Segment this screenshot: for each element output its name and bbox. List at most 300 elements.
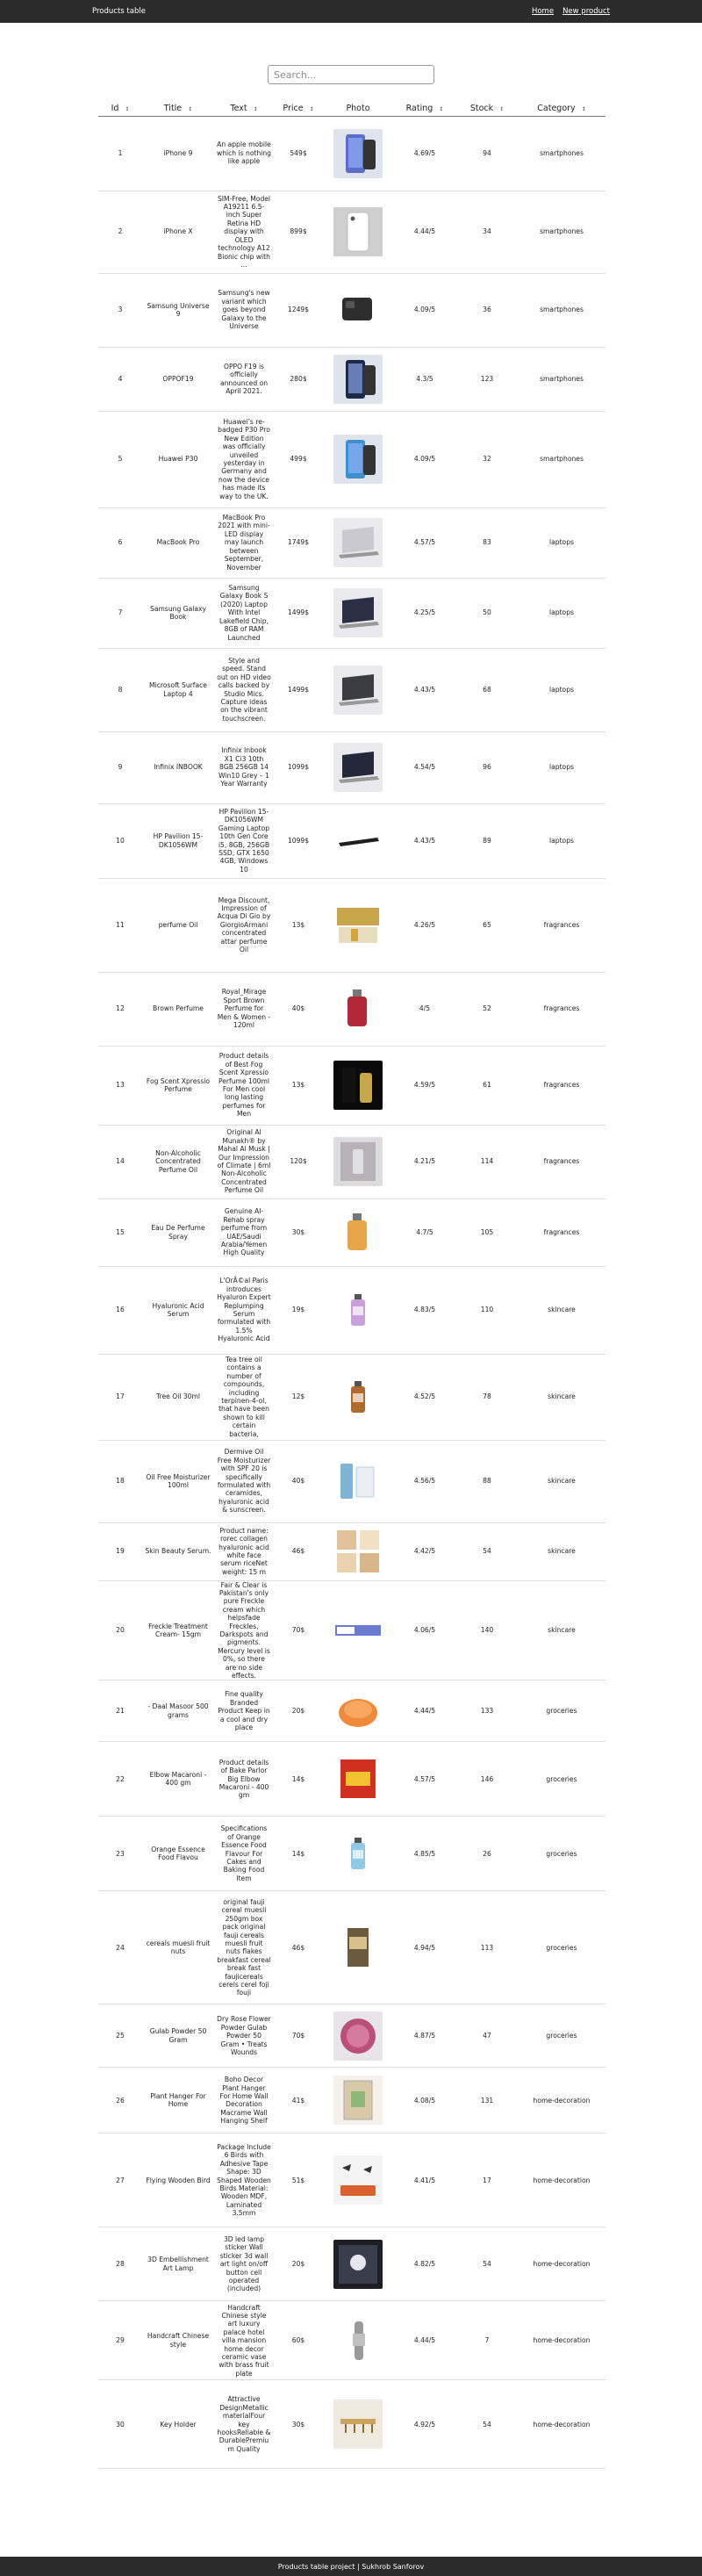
column-header-text[interactable]	[214, 102, 274, 116]
cell-category: home-decoration	[518, 2227, 605, 2301]
table-row[interactable]	[98, 2004, 605, 2068]
table-header-row	[98, 102, 605, 116]
cell-price: 60$	[274, 2301, 323, 2380]
cell-id: 8	[98, 648, 142, 731]
product-photo	[333, 2240, 383, 2289]
product-photo	[333, 2011, 383, 2061]
cell-price: 549$	[274, 116, 323, 191]
product-photo	[333, 1285, 383, 1335]
search-input[interactable]	[268, 65, 434, 84]
cell-id: 21	[98, 1680, 142, 1742]
column-header-label: Stock	[469, 104, 494, 114]
column-header-label: Price	[283, 104, 304, 114]
cell-price: 12$	[274, 1354, 323, 1440]
cell-price: 30$	[274, 1198, 323, 1266]
cell-stock: 133	[456, 1680, 518, 1742]
cell-rating: 4.57/5	[393, 507, 456, 578]
cell-category: skincare	[518, 1522, 605, 1580]
cell-price: 499$	[274, 411, 323, 507]
cell-text: Product details of Best Fog Scent Xpressio Perfume 100ml For Men cool long lasting perfumes for Men	[214, 1046, 274, 1125]
table-row[interactable]	[98, 1742, 605, 1817]
product-photo-cell	[323, 116, 393, 191]
cell-text: MacBook Pro 2021 with mini-LED display may launch between September, November	[214, 507, 274, 578]
product-photo	[333, 1527, 383, 1576]
nav-new-product-link[interactable]: New product	[562, 7, 610, 16]
product-photo-cell	[323, 1680, 393, 1742]
cell-rating: 4.69/5	[393, 116, 456, 191]
cell-title: Infinix INBOOK	[142, 731, 214, 803]
table-row[interactable]	[98, 1046, 605, 1125]
search-container	[0, 65, 702, 84]
table-body	[98, 116, 605, 2469]
cell-title: Samsung Galaxy Book	[142, 578, 214, 648]
product-photo	[333, 2400, 383, 2449]
table-row[interactable]	[98, 116, 605, 191]
cell-price: 46$	[274, 1522, 323, 1580]
column-header-rating[interactable]	[393, 102, 456, 116]
column-header-id[interactable]	[98, 102, 142, 116]
cell-rating: 4.52/5	[393, 1354, 456, 1440]
cell-category: skincare	[518, 1580, 605, 1680]
cell-category: laptops	[518, 731, 605, 803]
cell-id: 11	[98, 878, 142, 972]
cell-category: laptops	[518, 507, 605, 578]
cell-id: 4	[98, 347, 142, 411]
cell-price: 1749$	[274, 507, 323, 578]
cell-text: Fine quality Branded Product Keep in a cool and dry place	[214, 1680, 274, 1742]
column-header-label: Title	[163, 104, 183, 114]
cell-id: 26	[98, 2068, 142, 2133]
product-photo-cell	[323, 648, 393, 731]
cell-category: fragrances	[518, 878, 605, 972]
product-photo	[333, 1754, 383, 1803]
cell-id: 12	[98, 972, 142, 1046]
cell-price: 14$	[274, 1742, 323, 1817]
product-photo-cell	[323, 507, 393, 578]
cell-rating: 4.44/5	[393, 191, 456, 273]
cell-stock: 88	[456, 1440, 518, 1522]
cell-rating: 4.87/5	[393, 2004, 456, 2068]
cell-price: 70$	[274, 2004, 323, 2068]
cell-rating: 4.43/5	[393, 803, 456, 878]
cell-text: Samsung's new variant which goes beyond Galaxy to the Universe	[214, 273, 274, 347]
cell-category: skincare	[518, 1266, 605, 1354]
cell-price: 1099$	[274, 731, 323, 803]
cell-price: 20$	[274, 1680, 323, 1742]
cell-text: Handcraft Chinese style art luxury palace hotel villa mansion home decor ceramic vase with brass fruit plate	[214, 2301, 274, 2380]
cell-title: HP Pavilion 15-DK1056WM	[142, 803, 214, 878]
table-row[interactable]	[98, 2301, 605, 2380]
table-row[interactable]	[98, 507, 605, 578]
cell-rating: 4.25/5	[393, 578, 456, 648]
nav-links	[532, 7, 610, 16]
product-photo	[333, 1372, 383, 1421]
cell-text: Infinix Inbook X1 Ci3 10th 8GB 256GB 14 Win10 Grey – 1 Year Warranty	[214, 731, 274, 803]
product-photo	[333, 1923, 383, 1972]
product-photo-cell	[323, 411, 393, 507]
cell-id: 3	[98, 273, 142, 347]
product-photo-cell	[323, 347, 393, 411]
cell-rating: 4.06/5	[393, 1580, 456, 1680]
cell-text: Package Include 6 Birds with Adhesive Tape Shape: 3D Shaped Wooden Birds Material: Wooden MDF, Laminated 3.5mm	[214, 2133, 274, 2227]
cell-id: 22	[98, 1742, 142, 1817]
cell-stock: 47	[456, 2004, 518, 2068]
cell-category: groceries	[518, 1817, 605, 1891]
cell-id: 19	[98, 1522, 142, 1580]
product-photo	[333, 984, 383, 1033]
product-photo-cell	[323, 1354, 393, 1440]
cell-category: skincare	[518, 1440, 605, 1522]
cell-stock: 114	[456, 1125, 518, 1198]
column-header-photo	[323, 102, 393, 116]
cell-price: 1499$	[274, 578, 323, 648]
cell-category: groceries	[518, 2004, 605, 2068]
cell-rating: 4.7/5	[393, 1198, 456, 1266]
cell-title: - Daal Masoor 500 grams	[142, 1680, 214, 1742]
cell-id: 5	[98, 411, 142, 507]
product-photo	[333, 666, 383, 715]
cell-price: 1249$	[274, 273, 323, 347]
cell-text: 3D led lamp sticker Wall sticker 3d wall art light on/off button cell operated (included)	[214, 2227, 274, 2301]
cell-stock: 54	[456, 2380, 518, 2469]
table-row[interactable]	[98, 1198, 605, 1266]
cell-stock: 50	[456, 578, 518, 648]
cell-text: Original Al Munakh® by Mahal Al Musk | Our Impression of Climate | 6ml Non-Alcoholic Concentrated Perfume Oil	[214, 1125, 274, 1198]
cell-id: 24	[98, 1891, 142, 2004]
cell-text: HP Pavilion 15-DK1056WM Gaming Laptop 10th Gen Core i5, 8GB, 256GB SSD, GTX 1650 4GB, Windows 10	[214, 803, 274, 878]
cell-text: Specifications of Orange Essence Food Flavour For Cakes and Baking Food Item	[214, 1817, 274, 1891]
cell-text: Tea tree oil contains a number of compounds, including terpinen-4-ol, that have been shown to kill certain bacteria,	[214, 1354, 274, 1440]
product-photo-cell	[323, 2301, 393, 2380]
cell-stock: 7	[456, 2301, 518, 2380]
column-header-price[interactable]	[274, 102, 323, 116]
cell-title: cereals muesli fruit nuts	[142, 1891, 214, 2004]
cell-text: Genuine Al-Rehab spray perfume from UAE/Saudi Arabia/Yemen High Quality	[214, 1198, 274, 1266]
cell-id: 13	[98, 1046, 142, 1125]
cell-category: fragrances	[518, 1198, 605, 1266]
product-photo-cell	[323, 273, 393, 347]
product-photo-cell	[323, 878, 393, 972]
cell-stock: 36	[456, 273, 518, 347]
cell-stock: 34	[456, 191, 518, 273]
table-row[interactable]	[98, 2133, 605, 2227]
cell-text: Attractive DesignMetallic materialFour key hooksReliable & DurablePremium Quality	[214, 2380, 274, 2469]
product-photo	[333, 2076, 383, 2125]
cell-rating: 4.57/5	[393, 1742, 456, 1817]
cell-category: skincare	[518, 1354, 605, 1440]
product-photo	[333, 743, 383, 792]
cell-title: Hyaluronic Acid Serum	[142, 1266, 214, 1354]
product-photo	[333, 285, 383, 335]
table-row[interactable]	[98, 1680, 605, 1742]
product-photo	[333, 1687, 383, 1736]
cell-rating: 4.42/5	[393, 1522, 456, 1580]
cell-title: 3D Embellishment Art Lamp	[142, 2227, 214, 2301]
cell-title: iPhone X	[142, 191, 214, 273]
cell-price: 1499$	[274, 648, 323, 731]
product-photo	[333, 129, 383, 178]
cell-stock: 52	[456, 972, 518, 1046]
column-header-label: Photo	[346, 104, 370, 114]
cell-category: smartphones	[518, 411, 605, 507]
cell-stock: 105	[456, 1198, 518, 1266]
cell-text: Dermive Oil Free Moisturizer with SPF 20 is specifically formulated with ceramides, hyaluronic acid & sunscreen.	[214, 1440, 274, 1522]
cell-category: smartphones	[518, 116, 605, 191]
cell-category: home-decoration	[518, 2133, 605, 2227]
brand-title: Products table	[92, 7, 146, 16]
cell-id: 20	[98, 1580, 142, 1680]
cell-rating: 4.08/5	[393, 2068, 456, 2133]
table-row[interactable]	[98, 972, 605, 1046]
cell-title: Elbow Macaroni - 400 gm	[142, 1742, 214, 1817]
column-header-category[interactable]	[518, 102, 605, 116]
cell-price: 14$	[274, 1817, 323, 1891]
cell-title: Oil Free Moisturizer 100ml	[142, 1440, 214, 1522]
cell-text: Product name: rorec collagen hyaluronic acid white face serum riceNet weight: 15 m	[214, 1522, 274, 1580]
table-row[interactable]	[98, 648, 605, 731]
cell-category: fragrances	[518, 972, 605, 1046]
cell-rating: 4.41/5	[393, 2133, 456, 2227]
cell-text: An apple mobile which is nothing like apple	[214, 116, 274, 191]
product-photo-cell	[323, 1440, 393, 1522]
product-photo	[333, 1137, 383, 1186]
table-row[interactable]	[98, 1266, 605, 1354]
cell-rating: 4.94/5	[393, 1891, 456, 2004]
product-photo-cell	[323, 803, 393, 878]
cell-title: Skin Beauty Serum.	[142, 1522, 214, 1580]
cell-category: groceries	[518, 1891, 605, 2004]
cell-stock: 54	[456, 2227, 518, 2301]
product-photo-cell	[323, 2227, 393, 2301]
cell-text: Fair & Clear is Pakistan's only pure Freckle cream which helpsfade Freckles, Darkspots and pigments. Mercury level is 0%, so there are no side effects.	[214, 1580, 274, 1680]
cell-price: 51$	[274, 2133, 323, 2227]
top-navbar	[0, 0, 702, 23]
cell-id: 17	[98, 1354, 142, 1440]
cell-category: smartphones	[518, 347, 605, 411]
product-photo-cell	[323, 1817, 393, 1891]
cell-stock: 83	[456, 507, 518, 578]
table-row[interactable]	[98, 1440, 605, 1522]
cell-id: 15	[98, 1198, 142, 1266]
cell-stock: 146	[456, 1742, 518, 1817]
cell-price: 280$	[274, 347, 323, 411]
sort-icon[interactable]: ↕	[499, 106, 505, 113]
cell-id: 7	[98, 578, 142, 648]
cell-category: groceries	[518, 1742, 605, 1817]
cell-rating: 4.92/5	[393, 2380, 456, 2469]
cell-stock: 61	[456, 1046, 518, 1125]
cell-price: 13$	[274, 1046, 323, 1125]
table-row[interactable]	[98, 1580, 605, 1680]
cell-id: 18	[98, 1440, 142, 1522]
product-photo-cell	[323, 1046, 393, 1125]
cell-price: 40$	[274, 1440, 323, 1522]
column-header-label: Rating	[405, 104, 433, 114]
cell-title: Fog Scent Xpressio Perfume	[142, 1046, 214, 1125]
cell-text: L'OrÃ©al Paris introduces Hyaluron Expert Replumping Serum formulated with 1.5% Hyaluronic Acid	[214, 1266, 274, 1354]
cell-stock: 78	[456, 1354, 518, 1440]
cell-id: 23	[98, 1817, 142, 1891]
cell-price: 20$	[274, 2227, 323, 2301]
table-row[interactable]	[98, 1354, 605, 1440]
cell-stock: 123	[456, 347, 518, 411]
sort-icon[interactable]: ↕	[439, 106, 444, 113]
cell-price: 899$	[274, 191, 323, 273]
product-photo	[333, 1829, 383, 1878]
cell-title: Freckle Treatment Cream- 15gm	[142, 1580, 214, 1680]
table-row[interactable]	[98, 803, 605, 878]
sort-icon[interactable]: ↕	[253, 106, 258, 113]
cell-id: 29	[98, 2301, 142, 2380]
cell-title: Brown Perfume	[142, 972, 214, 1046]
cell-stock: 94	[456, 116, 518, 191]
cell-text: Boho Decor Plant Hanger For Home Wall Decoration Macrame Wall Hanging Shelf	[214, 2068, 274, 2133]
table-row[interactable]	[98, 411, 605, 507]
cell-category: smartphones	[518, 191, 605, 273]
cell-category: smartphones	[518, 273, 605, 347]
column-header-label: Text	[230, 104, 247, 114]
product-photo-cell	[323, 972, 393, 1046]
product-photo-cell	[323, 1891, 393, 2004]
cell-text: Samsung Galaxy Book S (2020) Laptop With Intel Lakefield Chip, 8GB of RAM Launched	[214, 578, 274, 648]
product-photo-cell	[323, 1125, 393, 1198]
cell-id: 27	[98, 2133, 142, 2227]
product-photo-cell	[323, 2068, 393, 2133]
table-row[interactable]	[98, 2227, 605, 2301]
cell-stock: 131	[456, 2068, 518, 2133]
cell-price: 46$	[274, 1891, 323, 2004]
product-photo-cell	[323, 2004, 393, 2068]
product-photo	[333, 207, 383, 256]
cell-title: Microsoft Surface Laptop 4	[142, 648, 214, 731]
cell-title: Key Holder	[142, 2380, 214, 2469]
product-photo-cell	[323, 578, 393, 648]
column-header-label: Category	[537, 104, 576, 114]
cell-rating: 4.09/5	[393, 411, 456, 507]
cell-rating: 4.44/5	[393, 1680, 456, 1742]
cell-id: 25	[98, 2004, 142, 2068]
cell-stock: 140	[456, 1580, 518, 1680]
cell-title: Samsung Universe 9	[142, 273, 214, 347]
table-row[interactable]	[98, 191, 605, 273]
cell-title: OPPOF19	[142, 347, 214, 411]
cell-title: Gulab Powder 50 Gram	[142, 2004, 214, 2068]
product-photo-cell	[323, 1198, 393, 1266]
cell-title: Plant Hanger For Home	[142, 2068, 214, 2133]
sort-icon[interactable]: ↕	[309, 106, 314, 113]
table-row[interactable]	[98, 1125, 605, 1198]
product-photo-cell	[323, 1522, 393, 1580]
table-row[interactable]	[98, 1891, 605, 2004]
cell-rating: 4/5	[393, 972, 456, 1046]
product-photo	[333, 1457, 383, 1506]
cell-text: SIM-Free, Model A19211 6.5-inch Super Retina HD display with OLED technology A12 Bionic chip with ...	[214, 191, 274, 273]
table-row[interactable]	[98, 2380, 605, 2469]
cell-stock: 96	[456, 731, 518, 803]
cell-stock: 65	[456, 878, 518, 972]
cell-rating: 4.44/5	[393, 2301, 456, 2380]
nav-home-link[interactable]: Home	[531, 7, 555, 16]
product-photo-cell	[323, 731, 393, 803]
cell-rating: 4.85/5	[393, 1817, 456, 1891]
cell-text: original fauji cereal muesli 250gm box pack original fauji cereals muesli fruit nuts flakes breakfast cereal break fast faujicereals cerels cerel foji fouji	[214, 1891, 274, 2004]
product-photo	[333, 518, 383, 567]
cell-id: 14	[98, 1125, 142, 1198]
cell-price: 70$	[274, 1580, 323, 1680]
product-photo	[333, 1061, 383, 1110]
cell-text: OPPO F19 is officially announced on April 2021.	[214, 347, 274, 411]
table-row[interactable]	[98, 347, 605, 411]
product-photo-cell	[323, 2133, 393, 2227]
sort-icon[interactable]: ↕	[125, 106, 130, 113]
cell-stock: 110	[456, 1266, 518, 1354]
table-row[interactable]	[98, 878, 605, 972]
cell-title: Orange Essence Food Flavou	[142, 1817, 214, 1891]
cell-rating: 4.43/5	[393, 648, 456, 731]
table-row[interactable]	[98, 731, 605, 803]
product-photo-cell	[323, 1742, 393, 1817]
cell-stock: 54	[456, 1522, 518, 1580]
cell-category: home-decoration	[518, 2301, 605, 2380]
cell-id: 6	[98, 507, 142, 578]
product-photo	[333, 1208, 383, 1257]
cell-price: 41$	[274, 2068, 323, 2133]
cell-category: groceries	[518, 1680, 605, 1742]
cell-text: Royal_Mirage Sport Brown Perfume for Men & Women - 120ml	[214, 972, 274, 1046]
cell-id: 1	[98, 116, 142, 191]
cell-text: Mega Discount, Impression of Acqua Di Gio by GiorgioArmani concentrated attar perfume Oil	[214, 878, 274, 972]
table-row[interactable]	[98, 1817, 605, 1891]
product-photo	[333, 2155, 383, 2205]
cell-rating: 4.26/5	[393, 878, 456, 972]
cell-category: fragrances	[518, 1125, 605, 1198]
cell-rating: 4.54/5	[393, 731, 456, 803]
cell-text: Style and speed. Stand out on HD video calls backed by Studio Mics. Capture ideas on the vibrant touchscreen.	[214, 648, 274, 731]
column-header-title[interactable]	[142, 102, 214, 116]
cell-title: Huawei P30	[142, 411, 214, 507]
cell-price: 1099$	[274, 803, 323, 878]
cell-rating: 4.09/5	[393, 273, 456, 347]
cell-category: fragrances	[518, 1046, 605, 1125]
cell-stock: 113	[456, 1891, 518, 2004]
cell-title: Handcraft Chinese style	[142, 2301, 214, 2380]
column-header-stock[interactable]	[456, 102, 518, 116]
table-row[interactable]	[98, 578, 605, 648]
cell-id: 16	[98, 1266, 142, 1354]
cell-category: laptops	[518, 648, 605, 731]
cell-stock: 26	[456, 1817, 518, 1891]
cell-category: home-decoration	[518, 2068, 605, 2133]
product-photo-cell	[323, 1266, 393, 1354]
sort-icon[interactable]: ↕	[188, 106, 193, 113]
sort-icon[interactable]: ↕	[581, 106, 586, 113]
cell-title: Eau De Perfume Spray	[142, 1198, 214, 1266]
table-row[interactable]	[98, 1522, 605, 1580]
cell-title: Flying Wooden Bird	[142, 2133, 214, 2227]
table-row[interactable]	[98, 273, 605, 347]
cell-text: Dry Rose Flower Powder Gulab Powder 50 Gram • Treats Wounds	[214, 2004, 274, 2068]
product-photo	[333, 817, 383, 866]
product-photo	[333, 355, 383, 404]
cell-category: home-decoration	[518, 2380, 605, 2469]
footer	[0, 2557, 702, 2576]
table-row[interactable]	[98, 2068, 605, 2133]
cell-rating: 4.82/5	[393, 2227, 456, 2301]
product-photo	[333, 588, 383, 637]
product-photo-cell	[323, 1580, 393, 1680]
cell-price: 40$	[274, 972, 323, 1046]
cell-stock: 68	[456, 648, 518, 731]
